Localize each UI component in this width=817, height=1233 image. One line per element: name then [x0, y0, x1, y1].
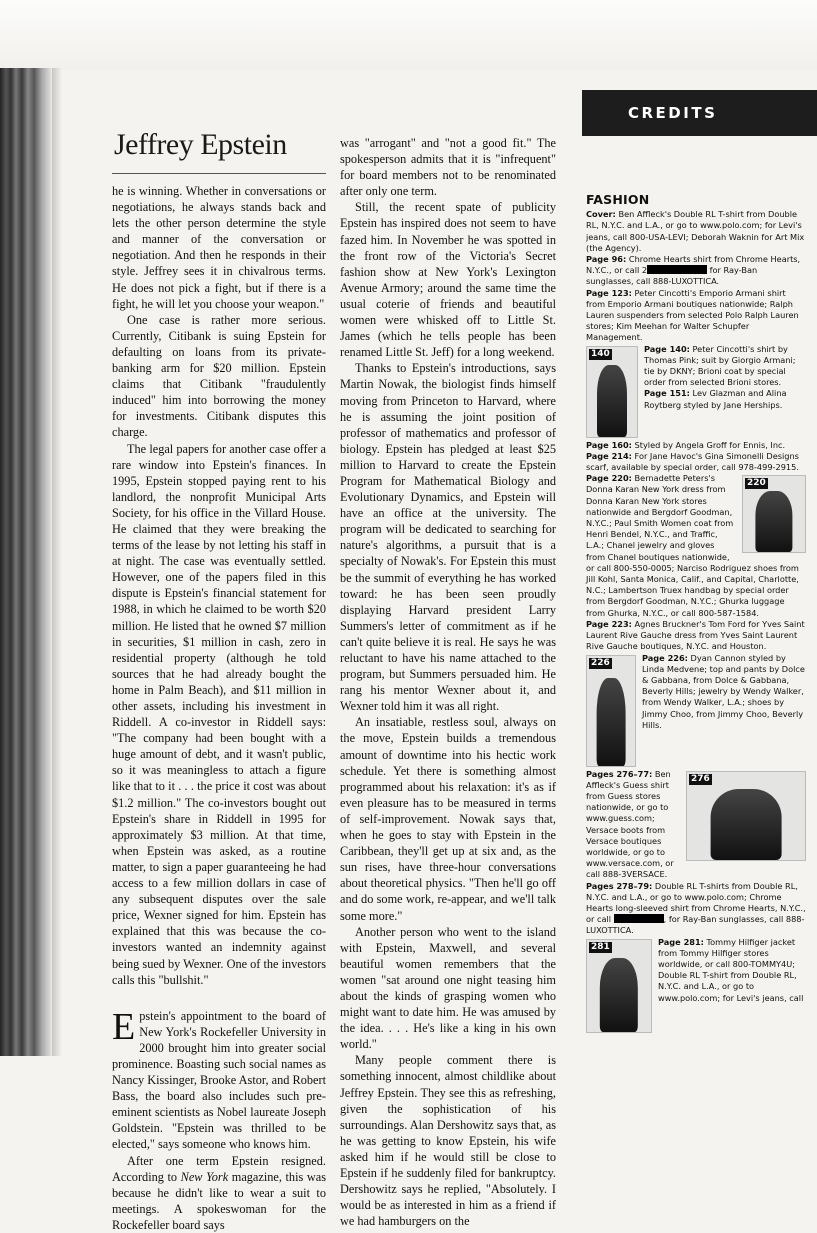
drop-cap: E [112, 1005, 136, 1048]
credit-160-label: Page 160: [586, 439, 632, 450]
credit-220-label: Page 220: [586, 473, 632, 484]
photo-figure [600, 958, 638, 1032]
credit-page-223 [586, 619, 806, 653]
credit-96-text-b: for Ray-Ban sunglasses, call 888-LUXOTTICA. [586, 265, 758, 287]
photo-figure [597, 678, 626, 766]
photo-figure [755, 491, 792, 552]
article-headline: Jeffrey Epstein [114, 128, 287, 161]
credit-278-text-b: , for Ray-Ban sunglasses, call 888-LUXOTTICA. [586, 914, 805, 936]
credit-220-text: Bernadette Peters's Donna Karan New York dress from Donna Karan New York stores nationwide and Bergdorf Goodman, N.Y.C.; Paul Smith Women coat from Henri Bendel, N.Y.C., and Traffic, L.A.; Chanel jewelry and gloves from Chanel boutiques nationwide, or call 800-550-0005; Narciso Rodriguez shoes from Jill Kohl, Santa Monica, Calif., and Capital, Charlotte, N.C.; Lambertson Truex handbag by special order from Bergdorf Goodman, N.Y.C.; Ghurka luggage from Ghurka, N.Y.C., or call 800-587-1584. [586, 473, 799, 618]
credits-banner: CREDITS [582, 90, 817, 136]
article-column-1 [112, 183, 326, 1232]
photo-220 [742, 475, 806, 553]
credits-column [586, 190, 806, 1056]
photo-220-number: 220 [747, 478, 766, 489]
credit-226-text: Dyan Cannon styled by Linda Medvene; top and pants by Dolce & Gabbana, from Dolce & Gabbana, Beverly Hills; jewelry by Wendy Walker, from Wendy Walker, L.A.; shoes by Jimmy Choo, from Jimmy Choo, Beverly Hills. [642, 652, 805, 730]
col2-paragraph-6: Many people comment there is something innocent, almost childlike about Jeffrey Epstein. They see this as refreshing, given the sophistication of his surroundings. Alan Dershowitz says that, as he was getting to know Epstein, his wife asked him if he would still be close to Epstein if he suddenly filed for bankruptcy. Dershowitz says he replied, "Absolutely. I would be as interested in him as a friend if we had hamburgers on the [340, 1053, 556, 1229]
credit-281-label: Page 281: [658, 936, 704, 947]
credit-140-label: Page 140: [644, 343, 690, 354]
col2-paragraph-3: Thanks to Epstein's introductions, says Martin Nowak, the biologist finds himself moving from Princeton to Harvard, where he is assuming the joint position of professor of mathematics and professor of biology. Epstein has pledged at least $25 million to Harvard to create the Epstein Program for Mathematical Biology and Evolutionary Dynamics, and Epstein will have an office at the university. The program will be dedicated to searching for nature's algorithms, a pursuit that is a specialty of Nowak's. For Epstein this must be the summit of everything he has worked toward: he has been seen proudly displaying Harvard president Larry Summers's letter of commitment as if he can't quite believe it is real. He says he was reluctant to have his name attached to the program, but Summers persuaded him. He rang his mentor Wexner about it, and Wexner told him it was all right. [340, 361, 556, 714]
col1-paragraph-4 [112, 1005, 326, 1153]
photo-276-number: 276 [691, 773, 710, 784]
credit-278-text: Double RL T-shirts from Double RL, N.Y.C. and L.A., or go to www.polo.com; Chrome Hearts long-sleeved shirt from Chrome Hearts, N.Y.C., or call [586, 880, 806, 925]
credit-96-label: Page 96: [586, 254, 627, 265]
credit-123-text: Peter Cincotti's Emporio Armani shirt from Emporio Armani boutiques nationwide; Ralph Lauren suspenders from selected Polo Ralph Lauren stores; Kim Meehan for Walter Schupfer Management. [586, 287, 799, 343]
credit-214-text: For Jane Havoc's Gina Simonelli Designs scarf, available by special order, call 978-499-2915. [586, 450, 799, 473]
redaction-bar [647, 265, 707, 274]
photo-figure [711, 789, 782, 859]
col2-paragraph-2: Still, the recent spate of publicity Epstein has inspired does not seem to have fazed him. In November he was spotted in the front row of the Victoria's Secret fashion show at New York's Lexington Avenue Armory; around the same time the usual coterie of friends and beautiful women were whisked off to Little St. James (which he tells people has been renamed Little St. Jeff) for a long weekend. [340, 200, 556, 360]
credit-226-label: Page 226: [642, 652, 688, 663]
photo-281-number: 281 [591, 941, 610, 952]
credit-cover-text: Ben Affleck's Double RL T-shirt from Double RL, N.Y.C. and L.A., or go to www.polo.com; for Levi's jeans, call 800-USA-LEVI; Deborah Waknin for Art Mix (the Agency). [586, 209, 805, 253]
credit-page-123 [586, 288, 806, 344]
headline-rule [112, 173, 326, 174]
credit-276-label: Pages 276–77: [586, 768, 653, 779]
credit-96-text-a: Chrome Hearts shirt from Chrome Hearts, N.Y.C., or call 2 [586, 254, 801, 276]
photo-226-number: 226 [591, 657, 610, 668]
fashion-heading: FASHION [586, 192, 650, 207]
col1-paragraph-2: One case is rather more serious. Currently, Citibank is suing Epstein for defaulting on loans from its private-banking arm for $20 million. Epstein claims that Citibank "fraudulently induced" him into borrowing the money for investments. Citibank disputes this charge. [112, 312, 326, 440]
credit-pages-278-79 [586, 881, 806, 937]
credit-cover [586, 209, 806, 254]
credit-cover-label: Cover: [586, 209, 616, 220]
photo-276 [686, 771, 806, 861]
binding-shadow [52, 68, 62, 1056]
credit-151-label: Page 151: [644, 388, 690, 399]
section-break [112, 988, 326, 1008]
col1-p5-a: After one term Epstein resigned. According to [112, 1153, 326, 1184]
col1-paragraph-4-text: pstein's appointment to the board of New York's Rockefeller University in 2000 brought him into greater social prominence. Boasting such social names as Nancy Kissinger, Brooke Astor, and Robert Bass, the board also includes such pre-eminent scientists as Nobel laureate Joseph Goldstein. "Epstein was thrilled to be elected," says someone who knows him. [112, 1008, 326, 1152]
redaction-bar [614, 914, 664, 923]
credit-160-text: Styled by Angela Groff for Ennis, Inc. [631, 439, 786, 450]
credit-123-label: Page 123: [586, 287, 632, 298]
credit-page-160 [586, 440, 806, 451]
credit-page-96 [586, 254, 806, 288]
credit-278-label: Pages 278–79: [586, 880, 653, 891]
credit-276-text: Ben Affleck's Guess shirt from Guess stores nationwide, or go to www.guess.com; Versace boots from Versace boutiques worldwide, or go to www.versace.com, or call 888-3VERSACE. [586, 768, 674, 880]
credit-281-text: Tommy Hilfiger jacket from Tommy Hilfiger stores worldwide, or call 800-TOMMY4U; Double RL T-shirt from Double RL, N.Y.C. and L.A., or go to www.polo.com; for Levi's jeans, call [658, 936, 804, 1003]
credit-223-text: Agnes Bruckner's Tom Ford for Yves Saint Laurent Rive Gauche dress from Yves Saint Laurent Rive Gauche boutiques, N.Y.C. and Houston. [586, 618, 805, 652]
photo-281 [586, 939, 652, 1033]
credit-214-label: Page 214: [586, 450, 632, 461]
col1-paragraph-1: he is winning. Whether in conversations or negotiations, he always stands back and lets the other person determine the style and manner of the conversation or negotiation. And then he responds in their style. Jeffrey sees it in chivalrous terms. He does not pick a fight, but if there is a fight, he will let you choose your weapon." [112, 184, 326, 311]
col2-paragraph-4: An insatiable, restless soul, always on the move, Epstein builds a tremendous amount of downtime into his hectic work schedule. Yet there is something almost programmed about his relaxation: it's as if even pleasure has to be measured in terms of self-improvement. Nowak says that, when he goes to stay with Epstein in the Caribbean, they'll get up at six and, as the sun rises, have three-hour conversations about theoretical physics. "Then he'll go off and do some work, re-appear, and we'll talk some more." [340, 715, 556, 923]
credit-140-text: Peter Cincotti's shirt by Thomas Pink; suit by Giorgio Armani; tie by DKNY; Brioni coat by special order from selected Brioni stores. [644, 343, 796, 388]
credit-223-label: Page 223: [586, 618, 632, 629]
col1-paragraph-3: The legal papers for another case offer a rare window into Epstein's finances. In 1995, Epstein stopped paying rent to his landlord, the nonprofit Municipal Arts Society, for his office in the Villard House. He claimed that they were breaking the terms of the lease by not letting his staff in at night. The case was eventually settled. However, one of the papers filed in this dispute is Epstein's financial statement for 1988, in which he claimed to be worth $20 million. He listed that he owned $7 million in securities, $1 million in cash, zero in residential property (although he told sources that he had already bought the home in Palm Beach), and $11 million in other assets, including his investment in Riddell. A co-investor in Riddell says: "The company had been bought with a huge amount of debt, and it wasn't public, so it was meaningless to attach a figure like that to it . . . the price it cost was about $1.2 million." The co-investors bought out Epstein's share in Riddell in 1995 for approximately $3 million. At that time, when Epstein was asked, as a routine matter, to sign a paper guaranteeing he had access to a few million dollars in case of any subsequent disputes over the sale price, Wexner signed for him. Epstein has explained that this was because the co-investors wanted an indemnity against being sued by Wexner. One of the investors calls this "bullshit." [112, 441, 326, 987]
book-binding-edge [0, 68, 52, 1056]
photo-140-number: 140 [591, 348, 610, 359]
photo-figure [597, 365, 627, 437]
col1-paragraph-5 [112, 1153, 326, 1233]
photo-226 [586, 655, 636, 767]
photo-140 [586, 346, 638, 438]
page-top-margin [0, 0, 817, 70]
col1-p5-italic: New York [180, 1169, 229, 1184]
credit-151-text: Lev Glazman and Alina Roytberg styled by Jane Herships. [644, 388, 787, 410]
article-column-2 [340, 135, 556, 1229]
col2-paragraph-1: was "arrogant" and "not a good fit." The spokesperson admits that it is "infrequent" for board members not to be renominated after only one term. [340, 136, 556, 199]
col2-paragraph-5: Another person who went to the island with Epstein, Maxwell, and several beautiful women remembers that the women "sat around one night teasing him about the kinds of grasping women who might want to date him. He was amused by the idea. . . . He's like a king in his own world." [340, 924, 556, 1052]
col1-p5-b: magazine, this was because he didn't like to wear a suit to meetings. A spokeswoman for the Rockefeller board says [112, 1169, 326, 1232]
credit-page-214 [586, 451, 806, 473]
